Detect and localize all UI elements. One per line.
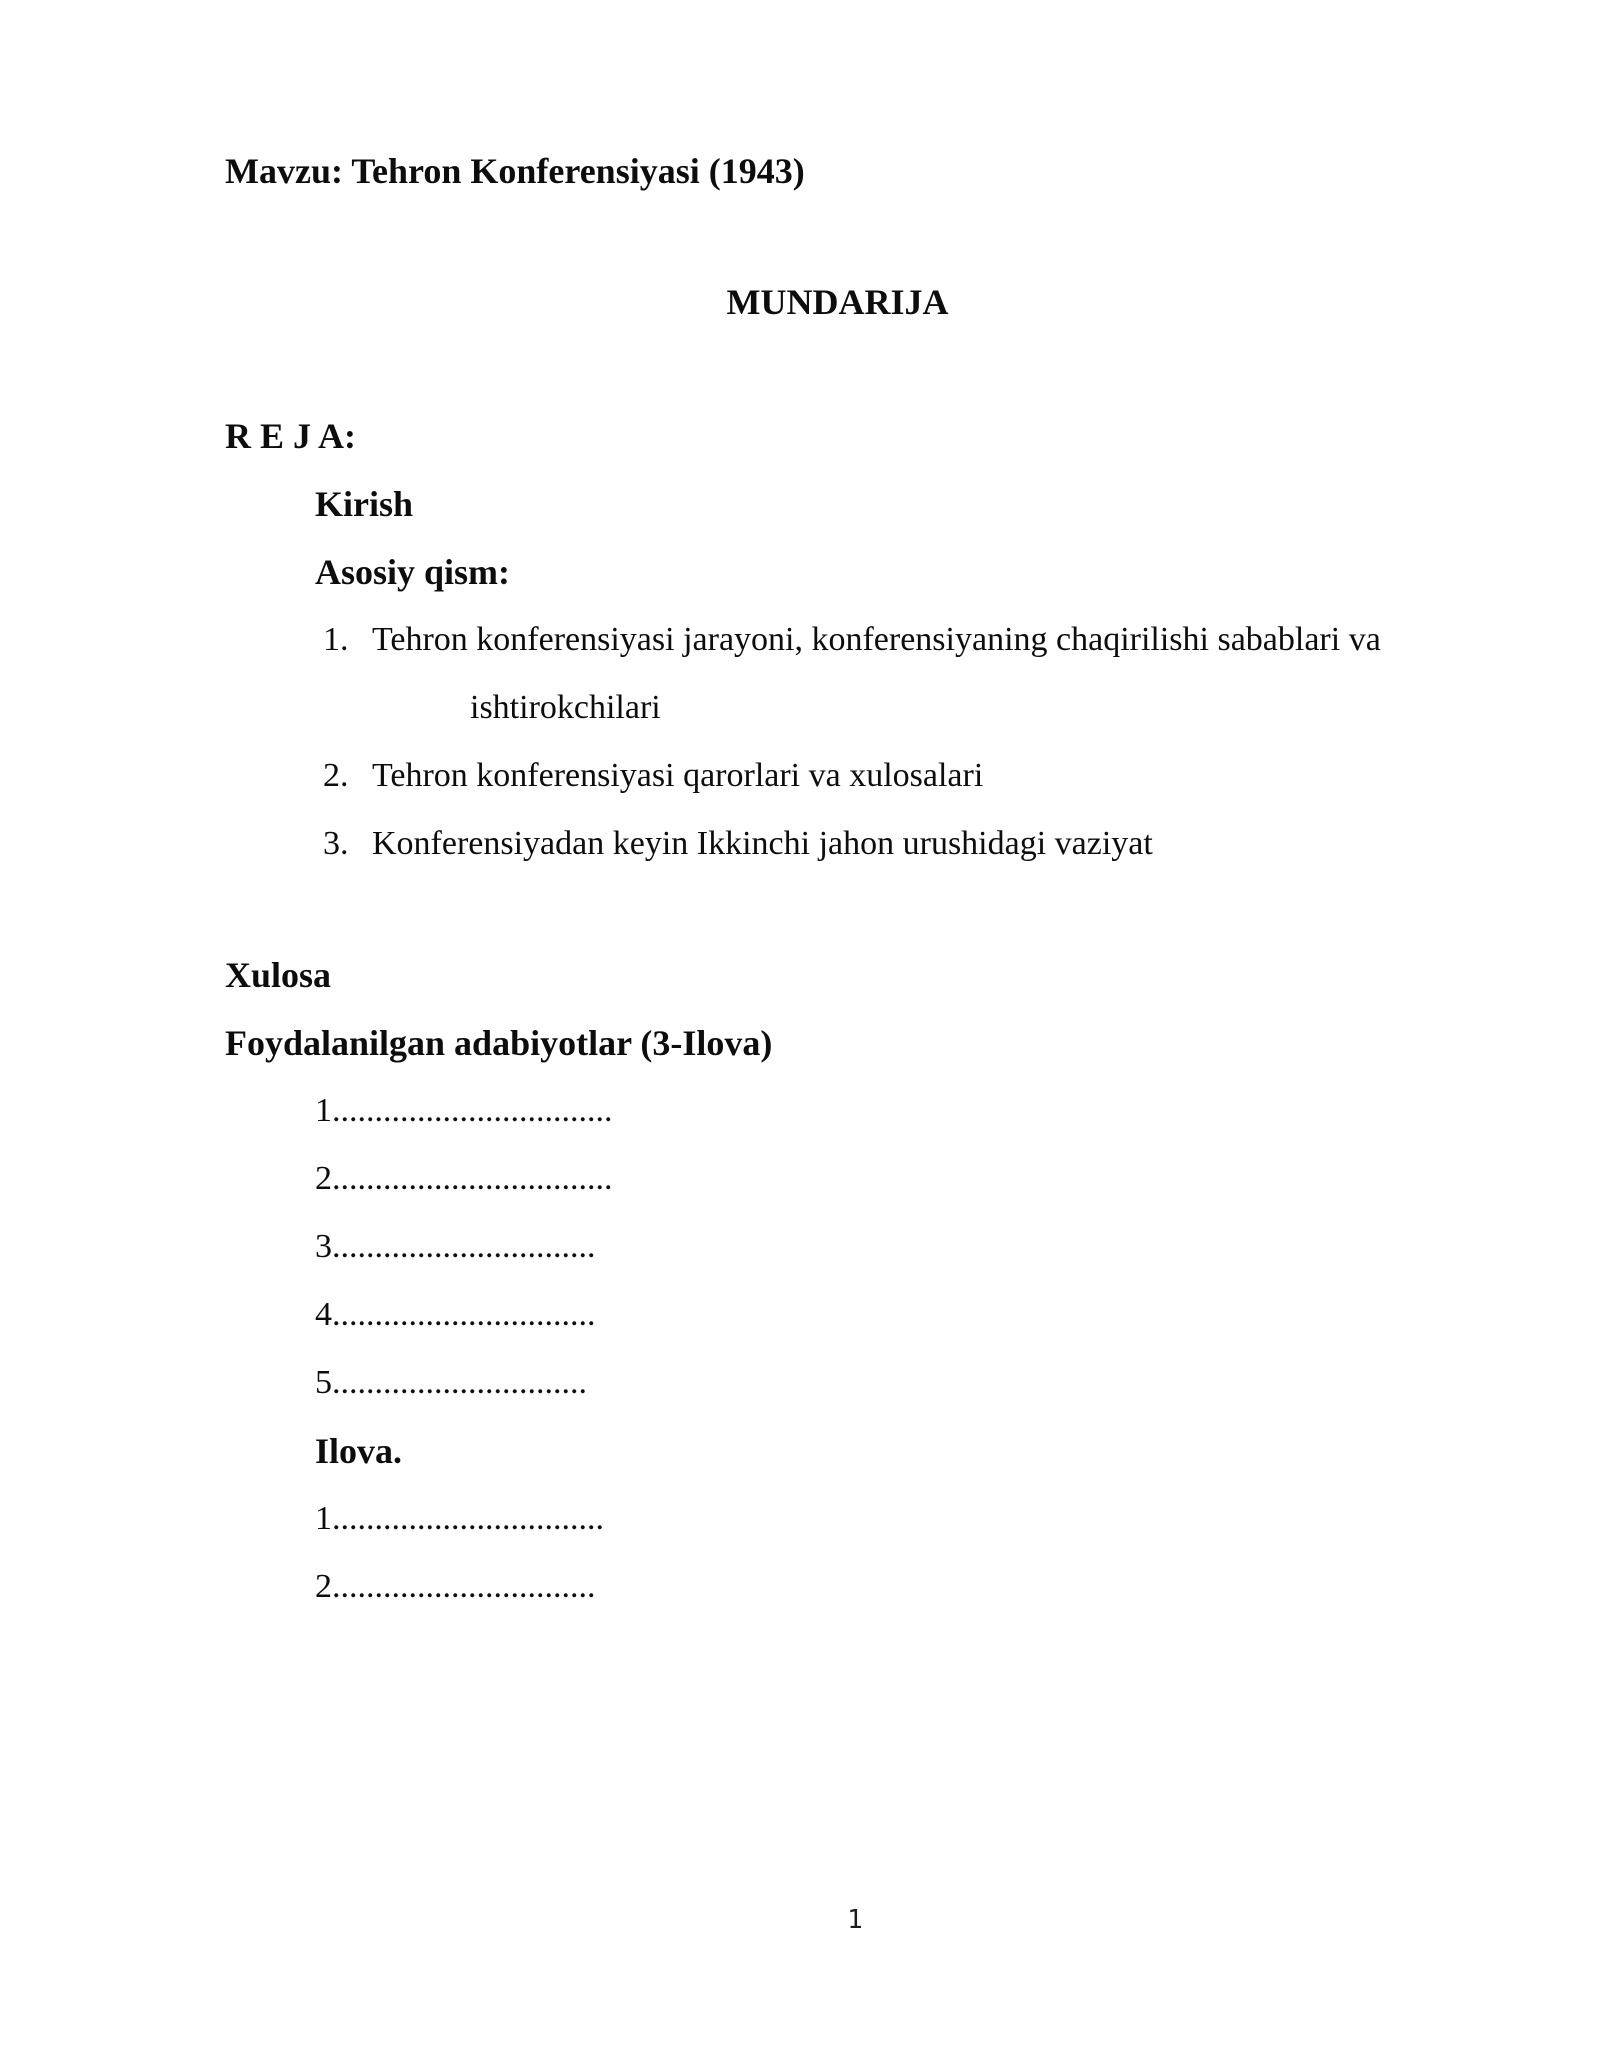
reja-label: R E J A:	[225, 416, 357, 456]
toc-item-2-text: Tehron konferensiyasi qarorlari va xulosalari	[372, 757, 984, 794]
toc-item-2	[225, 742, 1450, 810]
toc-item-2-number: 2.	[323, 757, 349, 794]
document-title: Mavzu: Tehron Konferensiyasi (1943)	[225, 151, 805, 191]
ilova-line-2: 2...............................	[315, 1568, 596, 1605]
section-ilova: Ilova.	[315, 1431, 403, 1471]
toc-item-1-number: 1.	[323, 621, 349, 658]
toc-item-1-text-line-1: Tehron konferensiyasi jarayoni, konferensiyaning chaqirilishi sabablari va	[372, 621, 1381, 658]
toc-item-1-text-line-2: ishtirokchilari	[470, 689, 661, 726]
section-asosiy-qism: Asosiy qism:	[315, 552, 511, 592]
toc-item-3-text: Konferensiyadan keyin Ikkinchi jahon urushidagi vaziyat	[372, 825, 1153, 862]
reference-line-3: 3...............................	[315, 1228, 596, 1265]
section-xulosa: Xulosa	[225, 955, 332, 995]
ilova-dotted-list	[225, 1485, 1450, 1621]
toc-item-1	[225, 606, 1450, 674]
reference-line-2: 2.................................	[315, 1160, 613, 1197]
page-number: 1	[847, 1905, 863, 1935]
ilova-line-1: 1................................	[315, 1500, 604, 1537]
section-adabiyotlar: Foydalanilgan adabiyotlar (3-Ilova)	[225, 1023, 773, 1063]
toc-item-3-number: 3.	[323, 825, 349, 862]
reference-line-1: 1.................................	[315, 1092, 613, 1129]
reference-dotted-list	[225, 1077, 1450, 1417]
reference-line-4: 4...............................	[315, 1296, 596, 1333]
reference-line-5: 5..............................	[315, 1364, 587, 1401]
toc-numbered-list	[225, 606, 1450, 878]
toc-item-3	[225, 810, 1450, 878]
toc-heading: MUNDARIJA	[726, 282, 949, 322]
section-kirish: Kirish	[315, 484, 414, 524]
